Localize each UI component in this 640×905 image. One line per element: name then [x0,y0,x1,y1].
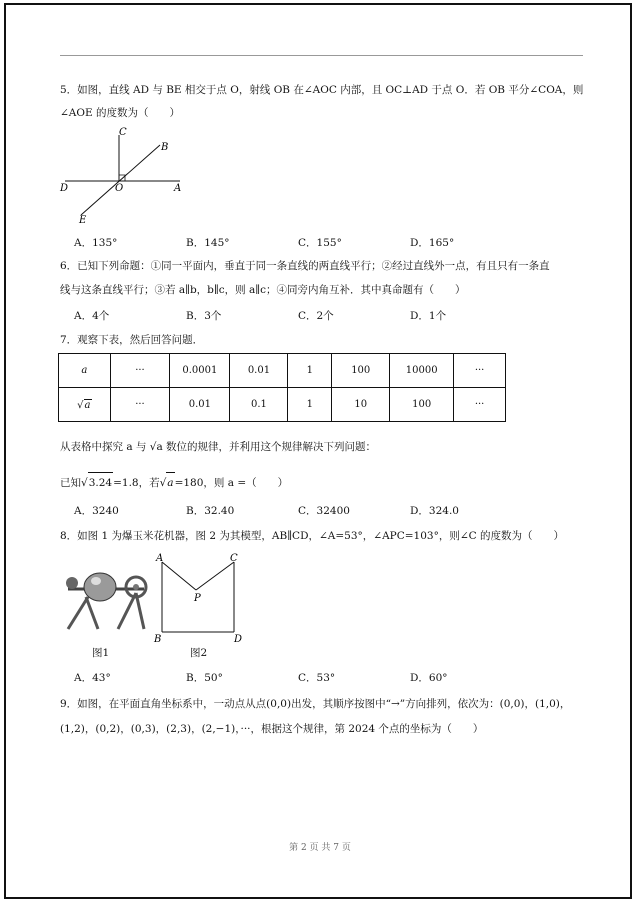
given-mid: =1.8，若 [113,477,160,489]
given-prefix: 已知 [60,477,81,489]
label-c: C [230,553,238,564]
q6-line2: 线与这条直线平行；③若 a∥b，b∥c，则 a∥c；④同旁内角互补．其中真命题有（ ） [60,284,466,296]
q7-title: 7．观察下表，然后回答问题． [60,334,204,346]
segment-pc [196,562,234,590]
label-c: C [119,127,127,138]
table-cell: 10000 [390,354,454,388]
fig2-caption: 图2 [190,647,208,659]
header-rule [60,55,583,56]
q6-option-a[interactable]: A．4个 [74,310,110,322]
q5-option-d[interactable]: D．165° [410,237,455,249]
q8-option-c[interactable]: C．53° [298,672,336,684]
table-cell: 0.01 [230,354,288,388]
page-footer: 第 2 页 共 7 页 [289,843,351,853]
table-cell: 100 [332,354,390,388]
table-cell: 100 [390,388,454,422]
q8-option-a[interactable]: A．43° [74,672,111,684]
q8-figure-2 [150,550,250,645]
q5-option-a[interactable]: A．135° [74,237,118,249]
q7-explore: 从表格中探究 a 与 √a 数位的规律，并利用这个规律解决下列问题： [60,441,377,453]
sqrt-a: a [84,399,91,411]
label-e: E [79,215,87,225]
table-cell: ··· [110,388,170,422]
pressure-pot [84,573,116,601]
q7-option-d[interactable]: D．324.0 [410,505,459,517]
q5-option-b[interactable]: B．145° [186,237,230,249]
q6-line1: 6．已知下列命题：①同一平面内，垂直于同一条直线的两直线平行；②经过直线外一点，有且只有一条直 [60,260,550,272]
label-b: B [154,634,162,645]
label-o: O [115,183,124,194]
label-b: B [161,142,169,153]
stand-leg [86,597,98,629]
q8-option-d[interactable]: D．60° [410,672,448,684]
popcorn-machine-illustration [58,557,153,637]
table-cell: 1 [288,388,332,422]
q9-line1: 9．如图，在平面直角坐标系中，一动点从点(0,0)出发，其顺序按图中“→”方向排列，依次为：(0,0)，(1,0)， [60,698,571,710]
q7-option-a[interactable]: A．3240 [74,505,119,517]
q6-option-c[interactable]: C．2个 [298,310,334,322]
table-cell: 1 [288,354,332,388]
table-row [59,388,506,422]
q8-line1: 8．如图 1 为爆玉米花机器，图 2 为其模型，AB∥CD，∠A=53°，∠APC=103°，则∠C 的度数为（ ） [60,530,565,542]
table-cell: 0.0001 [170,354,230,388]
q7-option-b[interactable]: B．32.40 [186,505,235,517]
given-end: =180，则 a =（ ） [174,477,289,489]
q6-option-b[interactable]: B．3个 [186,310,222,322]
q7-table [58,353,506,422]
label-a: A [156,553,164,564]
q8-option-b[interactable]: B．50° [186,672,223,684]
fig1-caption: 图1 [92,647,110,659]
given-radicand-a: a [166,472,174,493]
gauge [66,577,78,589]
segment-ap [162,562,196,590]
label-a: A [174,183,182,194]
label-d: D [234,634,243,645]
table-cell: 10 [332,388,390,422]
table-cell: a [59,354,111,388]
table-cell: ··· [454,354,506,388]
q5-line2: ∠AOE 的度数为（ ） [60,107,180,119]
table-row [59,354,506,388]
stand-leg [68,597,88,629]
label-p: P [194,593,201,604]
q7-option-c[interactable]: C．32400 [298,505,350,517]
given-radicand: 3.24 [88,472,113,493]
table-cell: 0.1 [230,388,288,422]
pot-highlight [91,577,101,585]
q9-line2: (1,2)，(0,2)，(0,3)，(2,3)，(2,−1)，···，根据这个规律，第 2024 个点的坐标为（ ） [60,723,484,735]
label-d: D [60,183,69,194]
q5-figure [55,125,195,225]
q7-given: 已知√3.24=1.8，若√a=180，则 a =（ ） [60,472,288,493]
table-cell: ··· [454,388,506,422]
crank-hub [133,584,139,590]
q5-option-c[interactable]: C．155° [298,237,342,249]
q6-option-d[interactable]: D．1个 [410,310,447,322]
table-cell: ··· [110,354,170,388]
line-be [81,145,160,215]
q5-line1: 5．如图，直线 AD 与 BE 相交于点 O，射线 OB 在∠AOC 内部，且 OC⊥AD 于点 O．若 OB 平分∠COA，则 [60,84,584,96]
table-cell: √a [59,388,111,422]
stand-leg [118,593,136,629]
table-cell: 0.01 [170,388,230,422]
